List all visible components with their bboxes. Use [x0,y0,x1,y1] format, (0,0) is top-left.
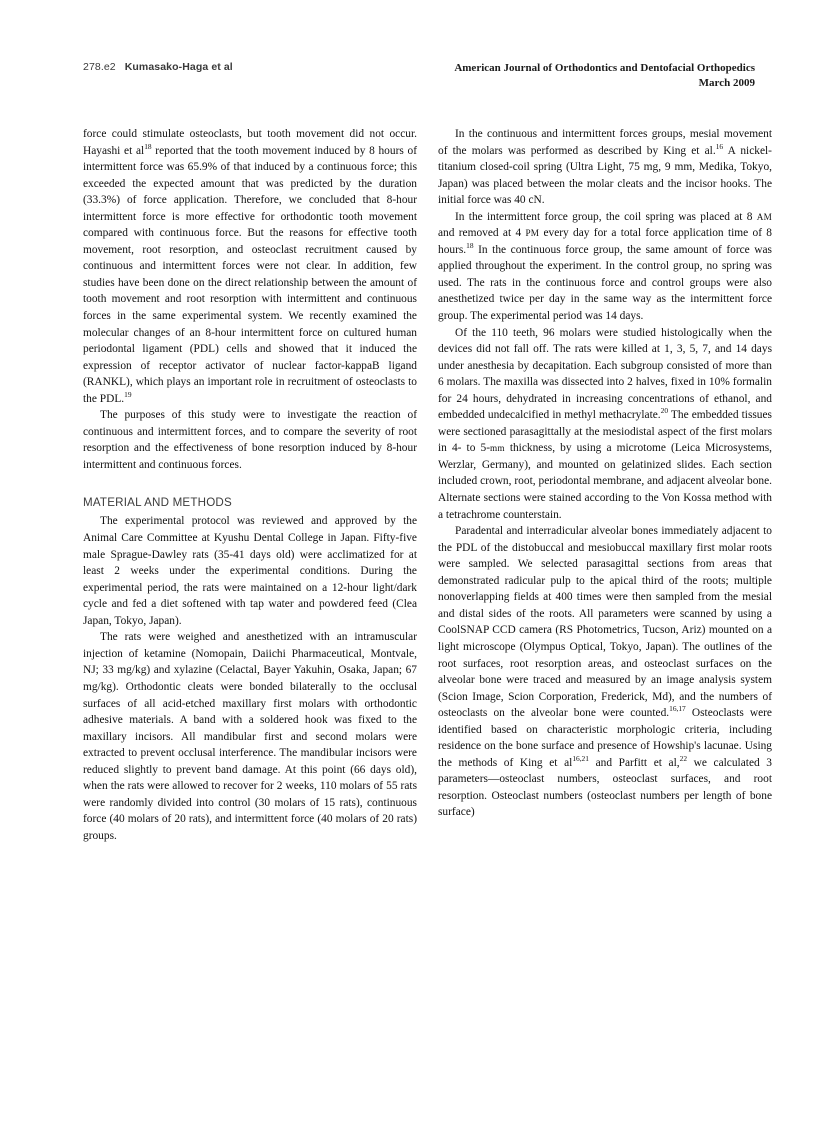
running-head-left [83,61,233,73]
paragraph-experimental-protocol: The experimental protocol was reviewed and approved by the Animal Care Committee at Kyushu Dental College in Japan. Fifty-five male Sprague-Dawley rats (35-41 days old) were acclimatized for at least 2 weeks under the experimental conditions. During the experimental period, the rats were maintained on a 12-hour light/dark cycle and fed a diet softened with tap water and powdered feed (Clea Japan, Tokyo, Japan). [83,515,417,627]
reference-marker[interactable]: 22 [679,753,688,763]
issue-date: March 2009 [698,77,755,89]
paragraph-study-purposes: The purposes of this study were to investigate the reaction of continuous and intermittent forces, and to compare the severity of root resorption and the effectiveness of bone resorption induced by 8-hour intermittent and continuous forces. [83,409,417,471]
paragraph-anesthesia-and-appliance: The rats were weighed and anesthetized with an intramuscular injection of ketamine (Nomopain, Daiichi Pharmaceutical, Montvale, NJ; 33 mg/kg) and xylazine (Celactal, Bayer Yakuhin, Osaka, Japan; 67 mg/kg). Orthodontic cleats were bonded bilaterally to the occlusal surfaces of all acid-etched maxillary first molars with orthodontic adhesive materials. A band with a soldered hook was fixed to the maxillary incisors. All mandibular first and second molars were extracted to prevent occlusal interference. The mandibular incisors were reduced slightly to prevent band damage. At this point (66 days old), when the rats were allowed to recover for 2 weeks, 110 molars of 55 rats were randomly divided into control (30 molars of 15 rats), continuous force (40 molars of 20 rats), and intermittent force (40 molars of 20 rats) groups. [83,631,417,842]
paragraph-force-groups: In the intermittent force group, the coil spring was placed at 8 AM and removed at 4 PM every day for a total force application time of 8 hours.$^{18}$ In the continuous force group, the same amount of force was applied throughout the experiment. In the control group, no spring was used. The rats in the continuous force and control groups were also anesthetized twice per day in the same way as the intermittent force group. The experimental period was 14 days. [438,210,772,323]
reference-marker[interactable]: 20 [660,406,669,416]
paragraph-continued-intro: force could stimulate osteoclasts, but tooth movement did not occur. Hayashi et al$^{18}$ reported that the tooth movement induced by 8 hours of intermittent force was 65.9% of that induced by a continuous force; this exceeded the expected amount that was predicted by the duration (33.3%) of force application. Therefore, we concluded that 8-hour intermittent force is more effective for orthodontic tooth movement compared with continuous force. But the reasons for effective tooth movement, root resorption, and osteoclast recruitment caused by continuous and intermittent forces were not clear. In addition, few studies have been done on the direct relationship between the amount of tooth movement and root resorption with intermittent and continuous forces in the same experimental system. We recently examined the molecular changes of an 8-hour intermittent force on cultured human periodontal ligament (PDL) cells and showed that it induced the expression of receptor activator of nuclear factor-kappaB ligand (RANKL), which plays an important role in recruitment of osteoclasts to the PDL.$^{19}$ [83,128,417,405]
left-column-paragraphs-after-heading [83,513,417,844]
reference-marker[interactable]: 16,21 [572,753,589,763]
paragraph-histology-preparation: Of the 110 teeth, 96 molars were studied histologically when the devices did not fall off. The rats were killed at 1, 3, 5, 7, and 14 days under anesthesia by decapitation. Each subgroup consisted of more than 6 molars. The maxilla was dissected into 2 halves, fixed in 10% formalin for 24 hours, dehydrated in increasing concentrations of ethanol, and embedded undecalcified in methyl methacrylate.$^{20}$ The embedded tissues were sectioned parasagittally at the mesiodistal aspect of the first molars in 4- to 5-mm thickness, by using a microtome (Leica Microsystems, Werzlar, Germany), and mounted on gelatinized slides. Each section included crown, root, periodontal membrane, and adjacent alveolar bone. Alternate sections were stained according to the Von Kossa method with a tetrachrome counterstain. [438,326,772,521]
small-caps-text: AM [756,211,772,222]
reference-marker[interactable]: 16,17 [669,704,686,714]
reference-marker[interactable]: 16 [715,141,724,151]
body-columns [83,126,772,1056]
paragraph-measurement-parameters: Paradental and interradicular alveolar bones immediately adjacent to the PDL of the distobuccal and mesiobuccal maxillary first molar roots were sampled. We selected parasagittal sections from areas that demonstrated radicular pulp to the apical third of the roots; multiple nonoverlapping fields at 400 times were then sampled from the mesial and distal sides of the roots. All parameters were scanned by using a CoolSNAP CCD camera (RS Photometrics, Tucson, Ariz) mounted on a light microscope (Olympus Optical, Tokyo, Japan). The outlines of the root surfaces, root resorption areas, and osteoclast surfaces on the alveolar bone were traced and measured by an image analysis system (Scion Image, Scion Corporation, Frederick, Md), and the numbers of osteoclasts on the alveolar bone were counted.$^{16,17}$ Osteoclasts were identified based on characteristic morphologic criteria, including residence on the bone surface and presence of Howship's lacunae. Using the methods of King et al$^{16,21}$ and Parfitt et al,$^{22}$ we calculated 3 parameters—osteoclast numbers, osteoclast surfaces, and root resorption. Osteoclast numbers (osteoclast numbers per length of bone surface) [438,525,772,819]
running-head [83,61,755,101]
reference-marker[interactable]: 19 [124,389,132,399]
right-column [438,126,772,1056]
reference-marker[interactable]: 18 [144,141,152,151]
small-caps-text: mm [490,443,505,454]
running-head-authors: Kumasako-Haga et al [124,61,233,73]
running-head-right [454,61,755,91]
paragraph-coil-spring-setup: In the continuous and intermittent forces groups, mesial movement of the molars was performed as described by King et al.$^{16}$ A nickel-titanium closed-coil spring (Ultra Light, 75 mg, 9 mm, Medika, Tokyo, Japan) was placed between the molar cleats and the incisor hooks. The initial force was 40 cN. [438,128,772,207]
right-column-paragraphs [438,126,772,821]
left-column-paragraphs-before-heading [83,126,417,473]
journal-title: American Journal of Orthodontics and Dentofacial Orthopedics [454,62,755,74]
small-caps-text: PM [525,228,540,239]
reference-marker[interactable]: 18 [466,241,474,251]
section-heading-material-and-methods: MATERIAL AND METHODS [83,496,232,510]
page-folio: 278.e2 [83,61,116,73]
left-column [83,126,417,1056]
